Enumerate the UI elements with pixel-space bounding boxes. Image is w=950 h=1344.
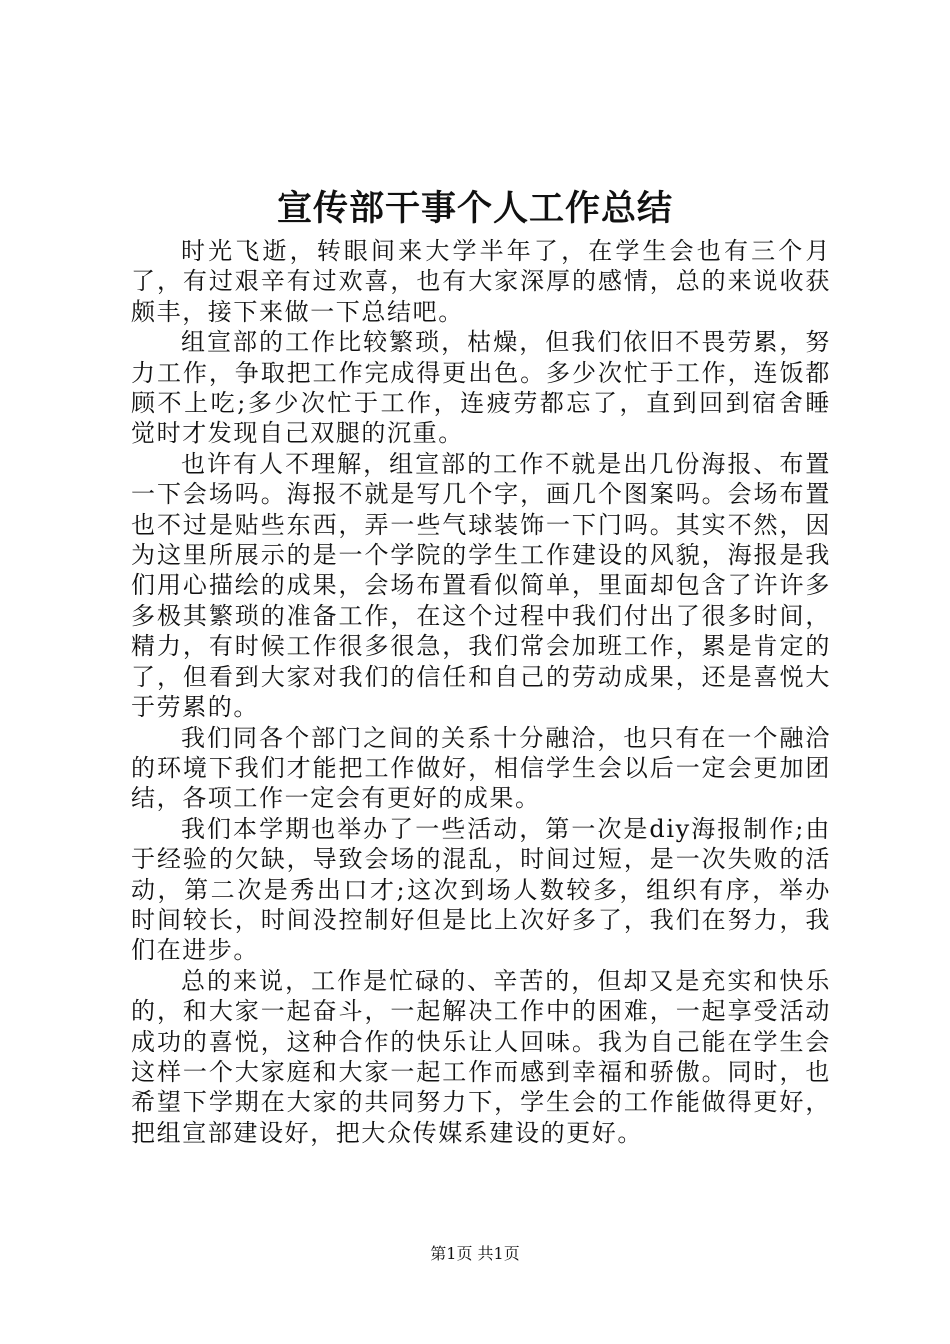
paragraph-6: 总的来说，工作是忙碌的、辛苦的，但却又是充实和快乐的，和大家一起奋斗，一起解决工作中的困难，一起享受活动成功的喜悦，这种合作的快乐让人回味。我为自己能在学生会这样一个大家庭和大家一起工作而感到幸福和骄傲。同时，也希望下学期在大家的共同努力下，学生会的工作能做得更好，把组宣部建设好，把大众传媒系建设的更好。 [131, 966, 831, 1147]
paragraph-1: 时光飞逝，转眼间来大学半年了，在学生会也有三个月了，有过艰辛有过欢喜，也有大家深厚的感情，总的来说收获颇丰，接下来做一下总结吧。 [131, 237, 831, 326]
document-body [131, 236, 831, 1148]
paragraph-3: 也许有人不理解，组宣部的工作不就是出几份海报、布置一下会场吗。海报不就是写几个字，画几个图案吗。会场布置也不过是贴些东西，弄一些气球装饰一下门吗。其实不然，因为这里所展示的是一个学院的学生工作建设的风貌，海报是我们用心描绘的成果，会场布置看似简单，里面却包含了许许多多极其繁琐的准备工作，在这个过程中我们付出了很多时间，精力，有时候工作很多很急，我们常会加班工作，累是肯定的了，但看到大家对我们的信任和自己的劳动成果，还是喜悦大于劳累的。 [131, 449, 831, 722]
paragraph-2: 组宣部的工作比较繁琐，枯燥，但我们依旧不畏劳累，努力工作，争取把工作完成得更出色。多少次忙于工作，连饭都顾不上吃;多少次忙于工作，连疲劳都忘了，直到回到宿舍睡觉时才发现自己双腿的沉重。 [131, 328, 831, 448]
paragraph-5: 我们本学期也举办了一些活动，第一次是diy海报制作;由于经验的欠缺，导致会场的混乱，时间过短，是一次失败的活动，第二次是秀出口才;这次到场人数较多，组织有序，举办时间较长，时间没控制好但是比上次好多了，我们在努力，我们在进步。 [131, 814, 831, 965]
page-footer: 第1页 共1页 [430, 1244, 520, 1263]
document-title: 宣传部干事个人工作总结 [276, 188, 673, 229]
paragraph-4: 我们同各个部门之间的关系十分融洽，也只有在一个融洽的环境下我们才能把工作做好，相信学生会以后一定会更加团结，各项工作一定会有更好的成果。 [131, 723, 831, 813]
